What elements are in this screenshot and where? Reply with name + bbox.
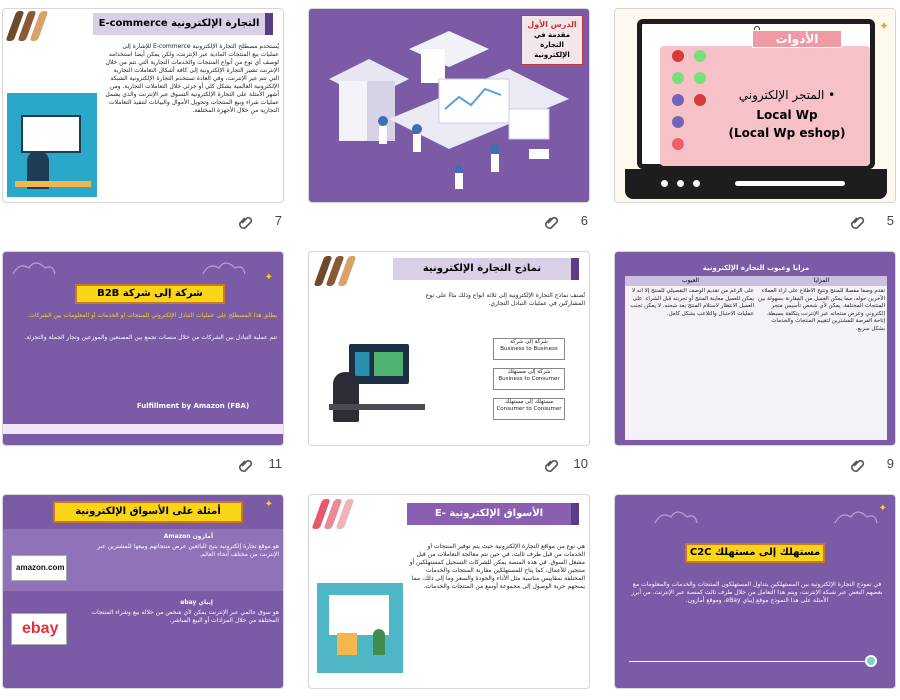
decor-dot: [694, 94, 706, 106]
decor-dot: [672, 94, 684, 106]
slide-body: في نموذج التجارة الإلكترونية بين المستهلكين يتداول المستهلكون المنتجات والخدمات والمعلومات مع بعضهم البعض عبر شبكة الإنترنت، ويتم هذا التعامل من خلال طرف ثالث كمنصة عبر الإنترنت. من أبرز الأمثلة على هذا النموذج موقع إيباي eBay، وموقع أمازون.: [631, 581, 883, 604]
bullet-icon: •: [828, 88, 836, 102]
slide-meta: [308, 213, 590, 233]
laptop-screen: [637, 19, 875, 169]
slide-body: هي نوع من مواقع التجارة الإلكترونية حيث يتم توفير المنتجات أو الخدمات من قبل طرف ثالث، في حين تتم معالجة التعاملات من قبل مشغل السوق. في هذه المنصة يمكن للشركات التسجيل كمستهلكين أو منتجين للأعمال، كما يتاح للمستهلكين مقارنة المنتجات والخدمات المختلفة بمقاييس مناسبة مثل الأداء والجودة والسعر وما إلى ذلك، مما يمنحهم حرية الوصول إلى مجموعة أوسع من المنتجات والخدمات.: [409, 543, 585, 590]
slide-thumbnail-9[interactable]: [614, 251, 896, 483]
slide-body-2: تتم عملية التبادل بين الشركات من خلال منصات تجمع بين المصنعين والموزعين وتجار الجملة والتجزئة.: [24, 334, 277, 341]
shop-bag: [337, 633, 357, 655]
slide-preview: [614, 8, 896, 203]
slide-preview: [308, 251, 590, 446]
screen: [21, 115, 81, 153]
desk: [15, 181, 91, 187]
amazon-logo: [11, 555, 67, 581]
slide-title: التجارة الإلكترونية E-commerce: [93, 13, 273, 35]
illustration-person: [7, 93, 97, 197]
laptop-base: [625, 169, 887, 199]
sparkle-icon: ✦: [264, 272, 273, 283]
illustration-workstation: [329, 334, 425, 438]
link-icon[interactable]: [850, 214, 866, 230]
slide-title: الأدوات: [752, 30, 842, 48]
decor-dot: [672, 138, 684, 150]
slide-thumbnail-c2c[interactable]: [614, 494, 896, 700]
lesson-title-box: [521, 15, 583, 65]
model-c2c[interactable]: [493, 398, 565, 420]
slide-number: 6: [580, 213, 588, 228]
cloud-decoration: [3, 254, 284, 278]
slide-number: 9: [886, 456, 894, 471]
slide-thumbnail-5[interactable]: [614, 8, 896, 240]
decor-dot: [694, 72, 706, 84]
base-dot: [661, 180, 668, 187]
slide-thumbnail-examples[interactable]: [2, 494, 284, 700]
slide-intro: تُصنف نماذج التجارة الإلكترونية إلى ثلاثة أنواع وذلك بناءً على نوع المشاركين في عمليات التبادل التجاري.: [425, 292, 585, 307]
slide-body-1: يطلق هذا المصطلح على عمليات التبادل الإلكتروني للمنتجات أو الخدمات أو المعلومات بين الشركات.: [27, 312, 277, 319]
slide-preview: [308, 8, 590, 203]
slide-thumbnail-6[interactable]: [308, 8, 590, 240]
cloud-decoration: [615, 499, 896, 529]
link-icon[interactable]: [238, 214, 254, 230]
amazon-label: أمازون Amazon: [163, 533, 213, 540]
ebay-label: إيباي ebay: [180, 599, 213, 606]
slide-title: مستهلك إلى مستهلك C2C: [685, 543, 825, 563]
bullet-label: المتجر الإلكتروني: [738, 88, 825, 102]
slide-preview: [2, 251, 284, 446]
slide-meta: [614, 213, 896, 233]
illustration-shop: [317, 583, 403, 673]
slide-preview: [308, 494, 590, 689]
slide-thumbnail-emarketplace[interactable]: [308, 494, 590, 700]
progress-line: [629, 661, 873, 662]
pros-text: تقدم وصفا مفصلا للمنتج وتتيح الاطلاع على آراء العملاء الآخرين حوله، مما يمكن العميل من المقارنة بسهولة بين المنتجات المختلفة. يمكن لأي شخص تأسيس متجر إلكتروني وعرض منتجاته عبر الإنترنت بتكلفة بسيطة. إتاحة الفرصة للمشترين لتقييم المنتجات والخدمات بشكل سريع.: [758, 288, 885, 332]
base-dot: [693, 180, 700, 187]
lesson-subtitle: مقدمة في التجارة الإلكترونية: [533, 31, 571, 59]
slide-thumbnail-10[interactable]: [308, 251, 590, 483]
tool-line-1: Local Wp: [756, 108, 818, 122]
slide-title: شركة إلى شركة B2B: [75, 284, 225, 304]
slide-number: 11: [268, 456, 282, 471]
link-icon[interactable]: [238, 457, 254, 473]
desk: [329, 404, 425, 410]
model-label-en: Consumer to Consumer: [496, 406, 562, 412]
slide-number: 10: [573, 456, 588, 471]
amazon-logo-text: amazon.com: [16, 563, 65, 572]
monitor-graph: [355, 352, 403, 376]
sparkle-icon: ✦: [264, 499, 273, 510]
ebay-logo-text: ebay: [22, 620, 59, 637]
slide-preview: [2, 494, 284, 689]
slide-meta: [2, 456, 284, 476]
link-icon[interactable]: [544, 457, 560, 473]
slide-body: يُستخدم مصطلح التجارة الإلكترونية E-commerce للإشارة إلى عمليات بيع المنتجات المادية عبر الإنترنت، ولكن يمكن أيضا استخدامه لوصف أي نوع من أنواع المنتجات والخدمات التجارية التي تتم من خلال الإنترنت تشير التجارة الإلكترونية إلى كافة أشكال التعاملات التجارية التي تتم عبر الإنترنت، وفي العادة تستخدم التجارة الإلكترونية الشبكة الإلكترونية العالمية بشكل كلي أو جزئي خلال التعاملات التجارية. ومن أشهر الأمثلة على التجارة الإلكترونية التسوق عبر الإنترنت والذي يشمل عمليات شراء وبيع المنتجات وتحويل الأموال والبيانات لتنفيذ التعاملات التجارية من خلال الأجهزة المختلفة.: [105, 43, 279, 114]
link-icon[interactable]: [850, 457, 866, 473]
sparkle-icon: ✦: [878, 19, 889, 33]
tool-line-2: (Local Wp eshop): [728, 126, 846, 140]
slide-thumbnail-11[interactable]: [2, 251, 284, 483]
column-header-pros: المزايا: [756, 276, 887, 286]
model-b2c[interactable]: [493, 368, 565, 390]
slide-preview: [2, 8, 284, 203]
slide-number: 7: [274, 213, 282, 228]
model-label-en: Business to Consumer: [498, 376, 560, 382]
base-dot: [677, 180, 684, 187]
slide-number: 5: [886, 213, 894, 228]
fba-highlight: Fulfillment by Amazon (FBA): [136, 402, 250, 410]
decor-dot: [672, 72, 684, 84]
model-label-ar: شركة إلى شركة: [510, 339, 548, 345]
sparkle-icon: ✦: [878, 503, 887, 514]
slide-title: الأسواق الإلكترونية E-marketplace: [407, 503, 579, 525]
decor-dot: [672, 116, 684, 128]
slide-title: أمثلة على الأسواق الإلكترونية: [53, 501, 243, 523]
tools-box: [660, 46, 870, 166]
slide-meta: [614, 456, 896, 476]
slide-preview: [614, 251, 896, 446]
link-icon[interactable]: [544, 214, 560, 230]
slide-meta: [308, 456, 590, 476]
model-label-ar: شركة إلى مستهلك: [507, 369, 551, 375]
bottom-bar: [3, 424, 284, 434]
model-b2b[interactable]: [493, 338, 565, 360]
column-header-cons: العيوب: [625, 276, 756, 286]
base-bar: [735, 181, 845, 186]
amazon-text: هو موقع تجارة إلكترونية يتيح للبائعين عرض منتجاتهم وبيعها للمشترين عبر الإنترنت من مختلف أنحاء العالم.: [97, 543, 279, 558]
ebay-text: هو سوق عالمي عبر الإنترنت يمكن لأي شخص من خلاله بيع وشراء المنتجات المختلفة من خلال المزادات أو البيع المباشر.: [91, 609, 279, 624]
lesson-title: الدرس الأول: [527, 20, 577, 29]
table-panel: [625, 260, 887, 440]
slide-meta: [2, 213, 284, 233]
cons-text: على الرغم من تقديم الوصف التفصيلي للمنتج إلا أنه لا يمكن للعميل معاينة المنتج أو تجربته قبل الشراء. على العميل الانتظار لاستلام المنتج بعد شحنه. لا يمكن تجنب عمليات الاحتيال والتلاعب بشكل كامل.: [630, 288, 754, 317]
model-label-en: Business to Business: [500, 346, 558, 352]
ebay-logo: [11, 613, 67, 645]
bullet-text: [712, 88, 862, 102]
worker: [333, 372, 359, 422]
progress-dot: [865, 655, 877, 667]
slide-thumbnail-7[interactable]: [2, 8, 284, 240]
slide-preview: [614, 494, 896, 689]
decor-dot: [694, 50, 706, 62]
model-label-ar: مستهلك إلى مستهلك: [504, 399, 554, 405]
slide-title: مزايا وعيوب التجارة الإلكترونية: [625, 260, 887, 276]
shop-plant: [373, 629, 385, 655]
decor-dot: [672, 50, 684, 62]
slide-title: نماذج التجارة الإلكترونية: [393, 258, 579, 280]
